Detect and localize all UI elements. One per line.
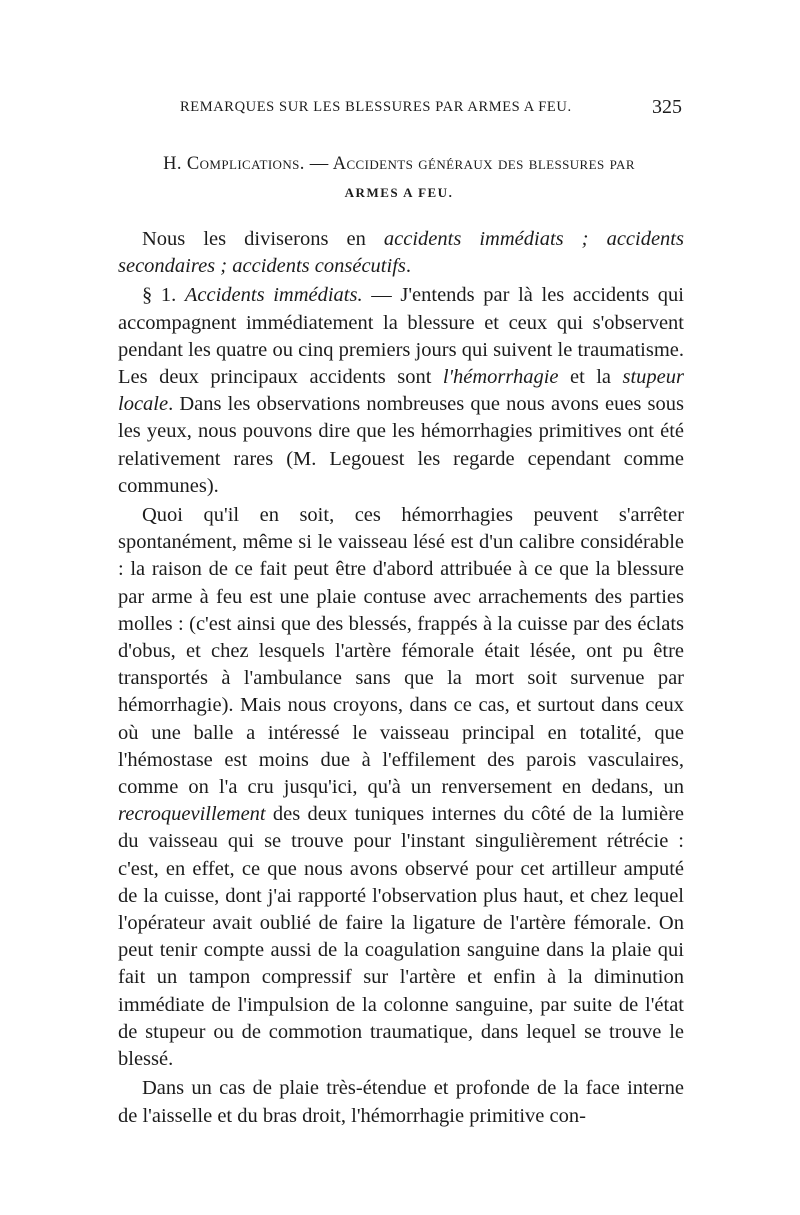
term-hemorrhagie: l'hémorrhagie: [442, 366, 559, 389]
running-title: REMARQUES SUR LES BLESSURES PAR ARMES A FEU.: [180, 99, 572, 115]
hemostasis-text-a: Quoi qu'il en soit, ces hémorrhagies peuvent s'arrêter spontanément, même si le vaisseau lésé est d'un calibre considérable : la raison de ce fait peut être d'abord attribuée à ce que la blessure par arme à feu est une plaie contuse avec arrachements des parties molles : (c'est ainsi que des blessés, frappés à la cuisse par des éclats d'obus, et chez lesquels l'artère fémorale était lésée, ont pu être transportés à l'ambulance sans que la mort soit survenue par hémorrhagie). Mais nous croyons, dans ce cas, et surtout dans ceux où une balle a intéressé le vaisseau principal en totalité, que l'hémostase est moins due à l'effilement des parois vasculaires, comme on l'a cru jusqu'ici, qu'à un renversement en dedans, un: [118, 504, 684, 799]
running-head: [180, 96, 682, 120]
section-1-title: Accidents immédiats.: [184, 284, 363, 307]
section-1-text-a: — J'entends par là les accidents qui accompagnent immédiatement la blessure et ceux qui s'observent pendant les quatre ou cinq premiers jours qui suivent le traumatisme. Les deux principaux accidents sont: [118, 284, 685, 389]
paragraph-intro-tail: .: [405, 255, 411, 278]
section-1-marker: § 1.: [142, 284, 185, 307]
paragraph-hemostasis: [118, 502, 684, 1073]
section-heading: [118, 150, 680, 204]
paragraph-section-1: [118, 282, 684, 500]
term-recroquevillement: recroquevillement: [118, 803, 266, 826]
hemostasis-text-b: des deux tuniques internes du côté de la lumière du vaisseau qui se trouve pour l'instant singulièrement rétrécie : c'est, en effet, ce que nous avons observé pour cet artilleur amputé de la cuisse, dont j'ai rapporté l'observation plus haut, et chez lequel l'opérateur avait oublié de faire la ligature de l'artère fémorale. On peut tenir compte aussi de la coagulation sanguine dans la plaie qui fait un tampon compressif sur l'artère et enfin à la diminution immédiate de l'impulsion de la colonne sanguine, par suite de l'état de stupeur ou de commotion traumatique, dans lequel se trouve le blessé.: [118, 803, 684, 1071]
paragraph-intro-lead: Nous les diviserons en: [142, 228, 384, 250]
section-1-text-b: et la: [558, 366, 623, 389]
page-number: 325: [652, 96, 682, 118]
case-text: Dans un cas de plaie très-étendue et profonde de la face interne de l'aisselle et du bras droit, l'hémorrhagie primitive con-: [118, 1077, 684, 1127]
paragraph-intro: [118, 226, 684, 280]
section-1-text-c: . Dans les observations nombreuses que nous avons eues sous les yeux, nous pouvons dire que les hémorrhagies primitives ont été relativement rares (M. Legouest les regarde cependant comme communes).: [118, 393, 684, 497]
term-stupeur-locale: stupeur locale: [118, 366, 684, 416]
paragraph-intro-emphasis: accidents immédiats ; accidents secondaires ; accidents consécutifs: [118, 228, 684, 278]
body-text: [118, 226, 684, 1130]
section-heading-line1: H. Complications. — Accidents généraux des blessures par: [163, 154, 635, 174]
section-heading-line2: ARMES A FEU.: [344, 185, 454, 200]
paragraph-case: [118, 1075, 684, 1129]
